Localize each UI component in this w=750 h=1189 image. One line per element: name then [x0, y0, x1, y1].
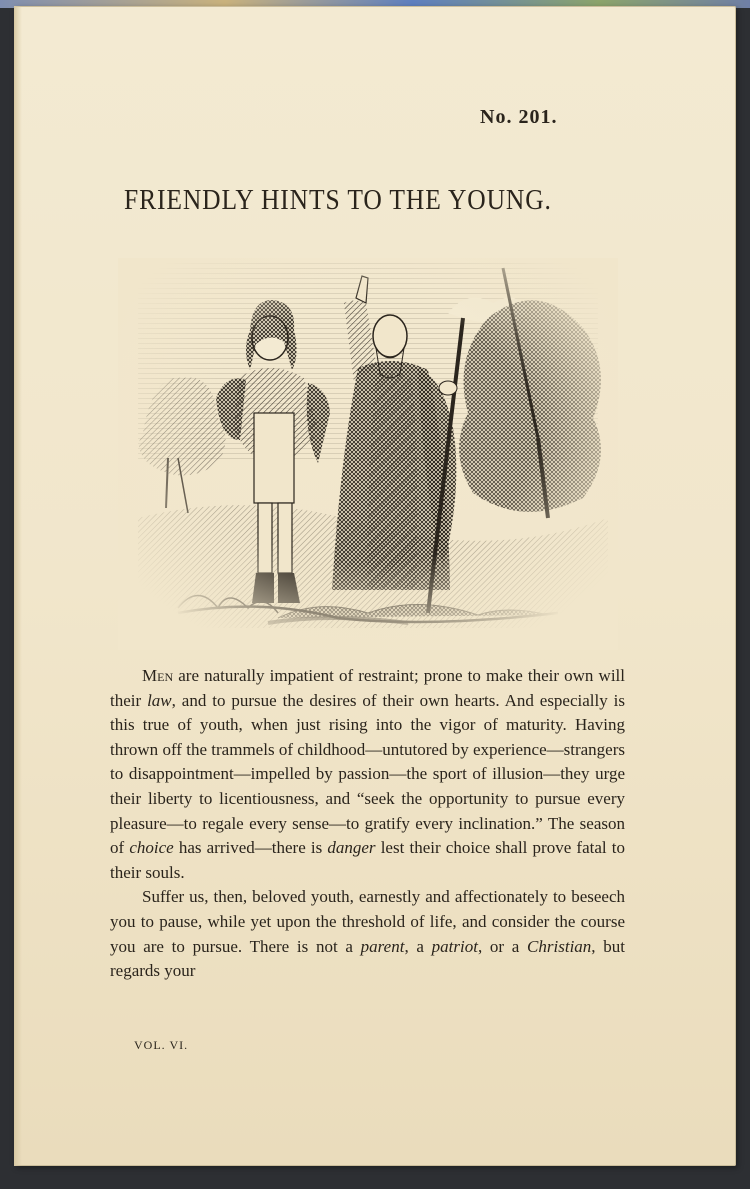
- italic-word: patriot: [431, 936, 478, 956]
- text-run: lest their choice shall prove fatal to their souls.: [110, 838, 625, 882]
- text-run: , but regards your: [110, 936, 625, 981]
- text-run: , or a: [477, 936, 528, 956]
- volume-label: VOL. VI.: [134, 1038, 189, 1052]
- paragraph-1: [110, 664, 625, 885]
- document-page: [14, 6, 736, 1166]
- text-run: are naturally impatient of restraint; prone to make their own will their: [110, 666, 625, 710]
- text-run: Suffer us, then, beloved youth, earnestly and affectionately to beseech you to pause, while yet upon the threshold of life, and consider the course you are to pursue. There is not a: [110, 887, 625, 956]
- italic-word: parent: [360, 936, 405, 956]
- italic-word: law: [147, 690, 172, 710]
- body-text: [110, 664, 625, 984]
- paragraph-2: [110, 885, 625, 983]
- italic-word: choice: [129, 838, 174, 858]
- page-edge-shadow: [14, 6, 22, 1166]
- italic-word: danger: [327, 838, 376, 858]
- tract-number: No. 201.: [480, 106, 558, 128]
- engraving-illustration: [118, 258, 618, 650]
- text-run: has arrived—there is: [173, 838, 328, 858]
- text-run: , and to pursue the desires of their own hearts. And especially is this true of youth, when just rising into the vigor of maturity. Having thrown off the trammels of childhood—untutored by experience—strangers to disappointment—impelled by passion—the sport of illusion—they urge their liberty to licentiousness, and “seek the opportunity to pursue every pleasure—to regale every sense—to gratify every inclination.” The season of: [110, 690, 625, 858]
- page-title: FRIENDLY HINTS TO THE YOUNG.: [124, 184, 552, 216]
- lead-word: Men: [142, 666, 174, 685]
- text-run: , a: [404, 936, 432, 956]
- italic-word: Christian: [527, 936, 592, 956]
